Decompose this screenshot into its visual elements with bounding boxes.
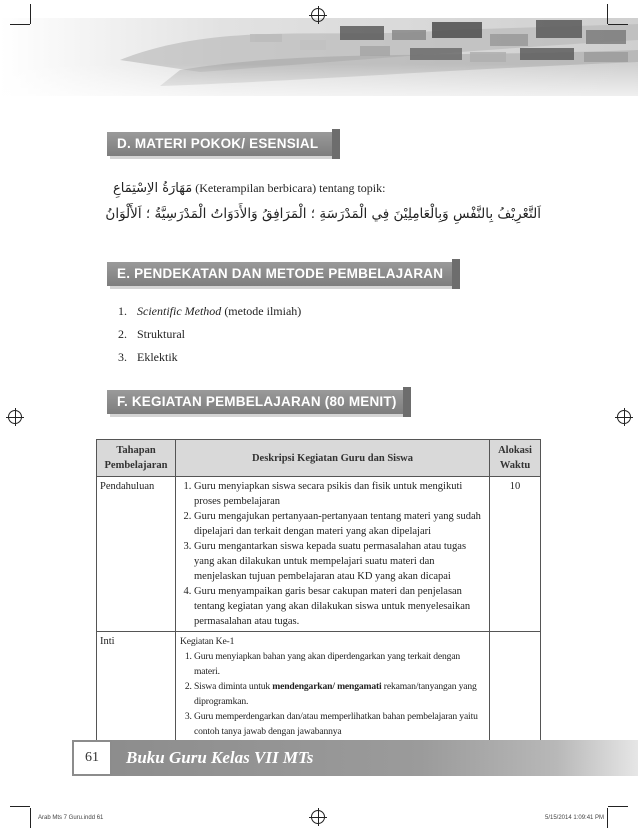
section-d-banner [107,132,332,156]
list-item: 4. Guru menyampaikan garis besar cakupan materi dan penjelasan tentang kegiatan yang akan dilakukan siswa untuk menyelesaikan permasalahan atau tugas. [194,584,485,629]
list-item: 2. Guru mengajukan pertanyaan-pertanyaan tentang materi yang sudah dipelajari dan terkait dengan materi yang akan dipelajari [194,509,485,539]
table-header-row [97,440,541,477]
page-number: 61 [72,740,112,776]
list-item: 3. Guru memperdengarkan dan/atau memperlihatkan bahan pembelajaran yaitu contoh tanya jawab dengan jawabannya [194,709,485,739]
stage-cell: Inti [97,632,176,742]
header-description: Deskripsi Kegiatan Guru dan Siswa [176,440,490,477]
list-emphasis: Scientific Method [137,304,222,318]
crop-mark [30,4,31,24]
skill-arabic: مَهَارَةُ الاِسْتِمَاعِ [113,181,193,196]
registration-mark-icon [8,410,22,424]
list-item: 3. Guru mengantarkan siswa kepada suatu permasalahan atau tugas yang akan dilakukan untuk mempelajari suatu materi dan menjelaskan tujuan pembelajaran atau KD yang akan dicapai [194,539,485,584]
skill-text: (Keterampilan berbicara) tentang topik: [195,181,386,195]
activity-table [96,439,541,742]
list-number: 3. [118,350,127,364]
list-text: Eklektik [137,350,178,364]
stage-cell: Pendahuluan [97,477,176,632]
item-text: rekaman/tanyangan yang diprogramkan. [194,681,477,707]
list-item [118,327,185,342]
list-item: 1. Guru menyiapkan siswa secara psikis dan fisik untuk mengikuti proses pembelajaran [194,479,485,509]
section-e-title: E. PENDEKATAN DAN METODE PEMBELAJARAN [117,266,444,281]
description-cell [176,477,490,632]
section-f-banner [107,390,403,414]
list-item [194,679,485,709]
topic-arabic: اَلتَّعْرِيْفُ بِالنَّفْسِ وَبِالْعَامِلِيْنَ فِي الْمَدْرَسَةِ ؛ الْمَرَافِقُ وَالأَدَوَاتُ الْمَدْرَسِيَّةُ ؛ اَلأَلْوَانُ [105,206,541,222]
table-row [97,477,541,632]
header-time: Alokasi Waktu [490,440,541,477]
header-stage: Tahapan Pembelajaran [97,440,176,477]
description-cell [176,632,490,742]
skill-line [113,181,385,196]
time-cell [490,632,541,742]
book-title: Buku Guru Kelas VII MTs [126,748,314,767]
crop-mark [10,806,30,807]
item-text: Siswa diminta untuk [194,681,273,692]
banner-edge [452,259,460,289]
item-bold: mendengarkan/ mengamati [272,681,382,692]
banner-edge [403,387,411,417]
section-e-banner [107,262,452,286]
banner-edge [332,129,340,159]
time-cell: 10 [490,477,541,632]
list-text: (metode ilmiah) [221,304,302,318]
crop-mark [30,808,31,828]
section-f-title: F. KEGIATAN PEMBELAJARAN (80 MENIT) [117,394,397,409]
list-item [118,350,178,365]
crop-mark [608,806,628,807]
table-row [97,632,541,742]
list-item: 1. Guru menyiapkan bahan yang akan diperdengarkan yang terkait dengan materi. [194,649,485,679]
crop-mark [607,808,608,828]
crop-mark [10,24,30,25]
slug-file: Arab Mts 7 Guru.indd 61 [38,815,104,821]
list-item [118,304,301,319]
list-text: Struktural [137,327,185,341]
list-number: 2. [118,327,127,341]
registration-mark-icon [311,810,325,824]
slug-date: 5/15/2014 1:09:41 PM [545,815,605,821]
list-number: 1. [118,304,127,318]
registration-mark-icon [617,410,631,424]
activity-subtitle: Kegiatan Ke-1 [180,636,235,647]
crop-mark [608,24,628,25]
crop-mark [607,4,608,24]
section-d-title: D. MATERI POKOK/ ESENSIAL [117,136,319,151]
registration-mark-icon [311,8,325,22]
